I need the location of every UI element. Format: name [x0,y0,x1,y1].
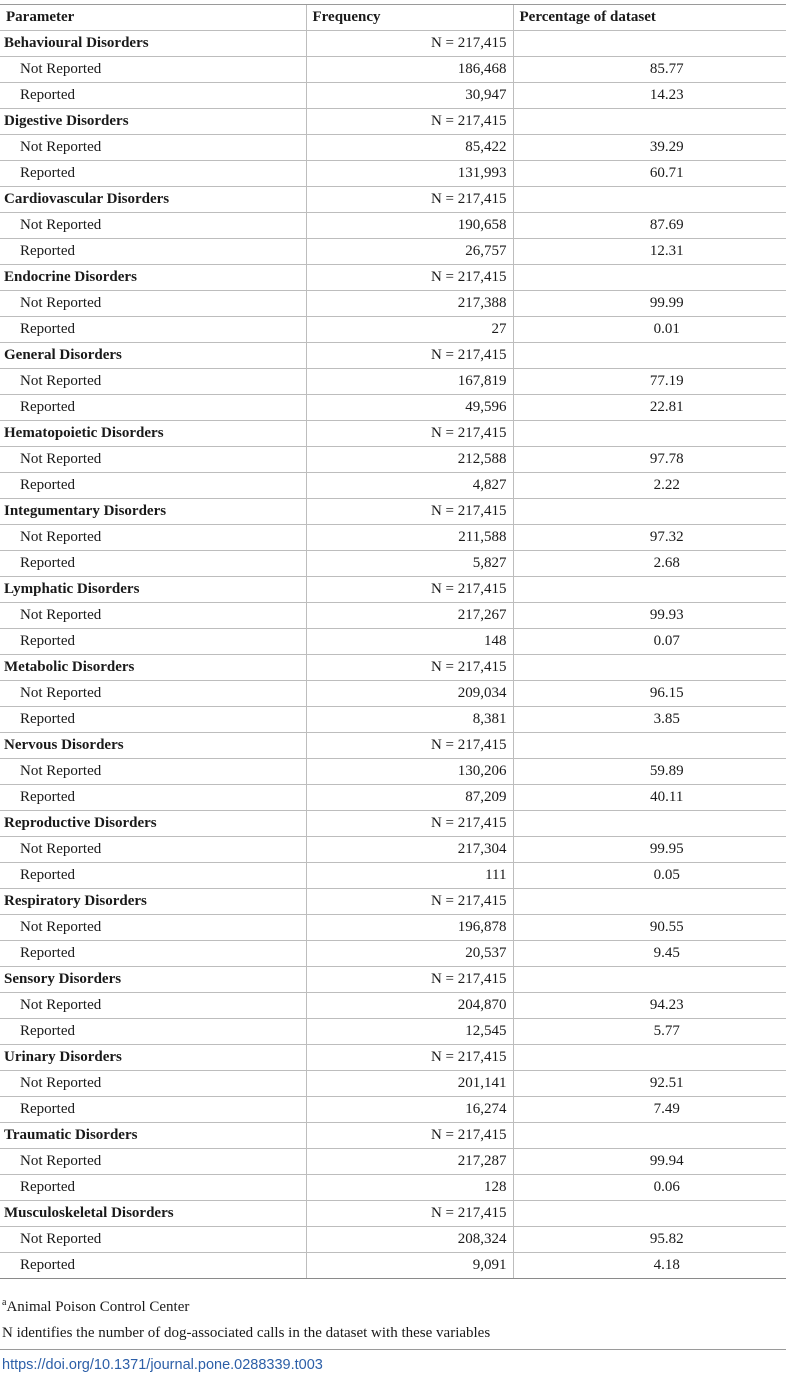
row-label: Not Reported [0,447,306,473]
group-n: N = 217,415 [306,577,513,603]
group-percent-empty [513,577,786,603]
row-label: Reported [0,317,306,343]
row-label: Not Reported [0,1149,306,1175]
row-frequency: 85,422 [306,135,513,161]
table-row [0,1253,786,1279]
group-n: N = 217,415 [306,1045,513,1071]
group-percent-empty [513,187,786,213]
row-label: Not Reported [0,915,306,941]
footnote-a-text: Animal Poison Control Center [6,1299,190,1315]
table-row [0,551,786,577]
table-row [0,837,786,863]
row-frequency: 27 [306,317,513,343]
row-label: Not Reported [0,603,306,629]
row-frequency: 217,287 [306,1149,513,1175]
row-frequency: 9,091 [306,1253,513,1279]
group-percent-empty [513,1123,786,1149]
row-frequency: 12,545 [306,1019,513,1045]
row-label: Reported [0,239,306,265]
row-percent: 94.23 [513,993,786,1019]
table-row [0,993,786,1019]
header-frequency: Frequency [306,5,513,31]
table-row [0,1175,786,1201]
group-percent-empty [513,499,786,525]
table-row [0,603,786,629]
row-label: Not Reported [0,135,306,161]
row-label: Reported [0,551,306,577]
row-label: Reported [0,629,306,655]
group-name: Respiratory Disorders [0,889,306,915]
row-frequency: 4,827 [306,473,513,499]
group-name: Urinary Disorders [0,1045,306,1071]
row-label: Not Reported [0,369,306,395]
table-row [0,629,786,655]
row-percent: 99.94 [513,1149,786,1175]
row-percent: 39.29 [513,135,786,161]
row-frequency: 148 [306,629,513,655]
row-label: Not Reported [0,1227,306,1253]
row-percent: 2.68 [513,551,786,577]
row-frequency: 20,537 [306,941,513,967]
row-percent: 99.93 [513,603,786,629]
group-n: N = 217,415 [306,733,513,759]
group-name: Behavioural Disorders [0,31,306,57]
group-row [0,1045,786,1071]
group-row [0,31,786,57]
group-percent-empty [513,733,786,759]
group-row [0,889,786,915]
row-percent: 77.19 [513,369,786,395]
row-frequency: 190,658 [306,213,513,239]
table-row [0,213,786,239]
group-row [0,655,786,681]
group-n: N = 217,415 [306,1201,513,1227]
footnote-a [2,1294,490,1320]
group-percent-empty [513,109,786,135]
row-label: Reported [0,473,306,499]
group-name: Nervous Disorders [0,733,306,759]
table-row [0,135,786,161]
table-row [0,239,786,265]
table-row [0,395,786,421]
footnote-n: N identifies the number of dog-associated calls in the dataset with these variables [2,1325,491,1341]
group-percent-empty [513,967,786,993]
group-percent-empty [513,811,786,837]
group-row [0,811,786,837]
group-n: N = 217,415 [306,967,513,993]
group-row [0,1123,786,1149]
row-frequency: 217,388 [306,291,513,317]
row-percent: 0.05 [513,863,786,889]
row-label: Not Reported [0,837,306,863]
header-row [0,5,786,31]
row-percent: 14.23 [513,83,786,109]
group-name: Sensory Disorders [0,967,306,993]
table-header [0,5,786,31]
row-label: Not Reported [0,1071,306,1097]
row-frequency: 208,324 [306,1227,513,1253]
row-frequency: 167,819 [306,369,513,395]
row-percent: 12.31 [513,239,786,265]
row-frequency: 26,757 [306,239,513,265]
row-label: Reported [0,1253,306,1279]
group-n: N = 217,415 [306,187,513,213]
row-label: Reported [0,395,306,421]
group-row [0,733,786,759]
row-percent: 96.15 [513,681,786,707]
row-frequency: 5,827 [306,551,513,577]
group-percent-empty [513,1045,786,1071]
group-name: Traumatic Disorders [0,1123,306,1149]
row-percent: 85.77 [513,57,786,83]
row-percent: 22.81 [513,395,786,421]
row-label: Not Reported [0,993,306,1019]
group-n: N = 217,415 [306,31,513,57]
group-n: N = 217,415 [306,889,513,915]
table-body [0,31,786,1279]
row-percent: 95.82 [513,1227,786,1253]
row-percent: 97.78 [513,447,786,473]
group-n: N = 217,415 [306,811,513,837]
row-percent: 87.69 [513,213,786,239]
group-name: Integumentary Disorders [0,499,306,525]
row-frequency: 49,596 [306,395,513,421]
group-name: General Disorders [0,343,306,369]
row-frequency: 30,947 [306,83,513,109]
table-row [0,1227,786,1253]
group-percent-empty [513,31,786,57]
row-percent: 90.55 [513,915,786,941]
row-percent: 92.51 [513,1071,786,1097]
group-name: Lymphatic Disorders [0,577,306,603]
table-row [0,941,786,967]
row-label: Not Reported [0,525,306,551]
group-row [0,265,786,291]
group-row [0,343,786,369]
group-percent-empty [513,343,786,369]
row-label: Reported [0,863,306,889]
group-name: Digestive Disorders [0,109,306,135]
group-row [0,187,786,213]
row-frequency: 128 [306,1175,513,1201]
group-row [0,577,786,603]
row-label: Not Reported [0,291,306,317]
group-row [0,109,786,135]
row-label: Reported [0,1097,306,1123]
table-row [0,1019,786,1045]
table-row [0,1097,786,1123]
row-percent: 5.77 [513,1019,786,1045]
row-percent: 3.85 [513,707,786,733]
row-label: Reported [0,83,306,109]
row-frequency: 8,381 [306,707,513,733]
row-percent: 97.32 [513,525,786,551]
group-row [0,499,786,525]
row-percent: 99.95 [513,837,786,863]
row-percent: 9.45 [513,941,786,967]
table-row [0,1071,786,1097]
group-name: Reproductive Disorders [0,811,306,837]
row-label: Reported [0,707,306,733]
table-footnotes [2,1294,490,1346]
table-row [0,447,786,473]
table-row [0,681,786,707]
group-n: N = 217,415 [306,499,513,525]
row-percent: 40.11 [513,785,786,811]
row-frequency: 209,034 [306,681,513,707]
group-row [0,1201,786,1227]
row-frequency: 212,588 [306,447,513,473]
row-frequency: 211,588 [306,525,513,551]
table-row [0,707,786,733]
row-percent: 59.89 [513,759,786,785]
row-frequency: 16,274 [306,1097,513,1123]
group-n: N = 217,415 [306,109,513,135]
table-row [0,161,786,187]
group-percent-empty [513,889,786,915]
row-frequency: 87,209 [306,785,513,811]
table-row [0,759,786,785]
row-percent: 0.06 [513,1175,786,1201]
row-frequency: 131,993 [306,161,513,187]
group-n: N = 217,415 [306,1123,513,1149]
row-label: Reported [0,785,306,811]
row-percent: 99.99 [513,291,786,317]
row-percent: 7.49 [513,1097,786,1123]
row-percent: 2.22 [513,473,786,499]
row-label: Reported [0,161,306,187]
group-row [0,421,786,447]
row-label: Reported [0,941,306,967]
group-percent-empty [513,265,786,291]
row-percent: 0.07 [513,629,786,655]
row-percent: 0.01 [513,317,786,343]
row-percent: 60.71 [513,161,786,187]
row-frequency: 204,870 [306,993,513,1019]
table-row [0,473,786,499]
row-frequency: 111 [306,863,513,889]
group-name: Cardiovascular Disorders [0,187,306,213]
group-name: Endocrine Disorders [0,265,306,291]
row-frequency: 130,206 [306,759,513,785]
group-row [0,967,786,993]
row-label: Not Reported [0,681,306,707]
row-frequency: 186,468 [306,57,513,83]
table-row [0,291,786,317]
row-frequency: 217,267 [306,603,513,629]
disorders-table [0,4,786,1279]
group-n: N = 217,415 [306,655,513,681]
table-row [0,785,786,811]
group-name: Metabolic Disorders [0,655,306,681]
header-parameter: Parameter [0,5,306,31]
table-row [0,1149,786,1175]
table-row [0,317,786,343]
group-n: N = 217,415 [306,343,513,369]
row-percent: 4.18 [513,1253,786,1279]
group-percent-empty [513,655,786,681]
table-row [0,915,786,941]
doi-link[interactable]: https://doi.org/10.1371/journal.pone.0288339.t003 [2,1357,323,1373]
table-row [0,863,786,889]
row-frequency: 201,141 [306,1071,513,1097]
table-row [0,57,786,83]
row-frequency: 217,304 [306,837,513,863]
table-row [0,525,786,551]
row-label: Not Reported [0,759,306,785]
footer-divider [0,1349,786,1350]
group-percent-empty [513,421,786,447]
footnote-a-marker: a [2,1297,7,1308]
row-label: Not Reported [0,213,306,239]
row-label: Reported [0,1019,306,1045]
group-percent-empty [513,1201,786,1227]
group-n: N = 217,415 [306,421,513,447]
table-row [0,369,786,395]
row-label: Reported [0,1175,306,1201]
row-label: Not Reported [0,57,306,83]
group-name: Musculoskeletal Disorders [0,1201,306,1227]
group-name: Hematopoietic Disorders [0,421,306,447]
header-percentage: Percentage of dataset [513,5,786,31]
table-row [0,83,786,109]
row-frequency: 196,878 [306,915,513,941]
group-n: N = 217,415 [306,265,513,291]
